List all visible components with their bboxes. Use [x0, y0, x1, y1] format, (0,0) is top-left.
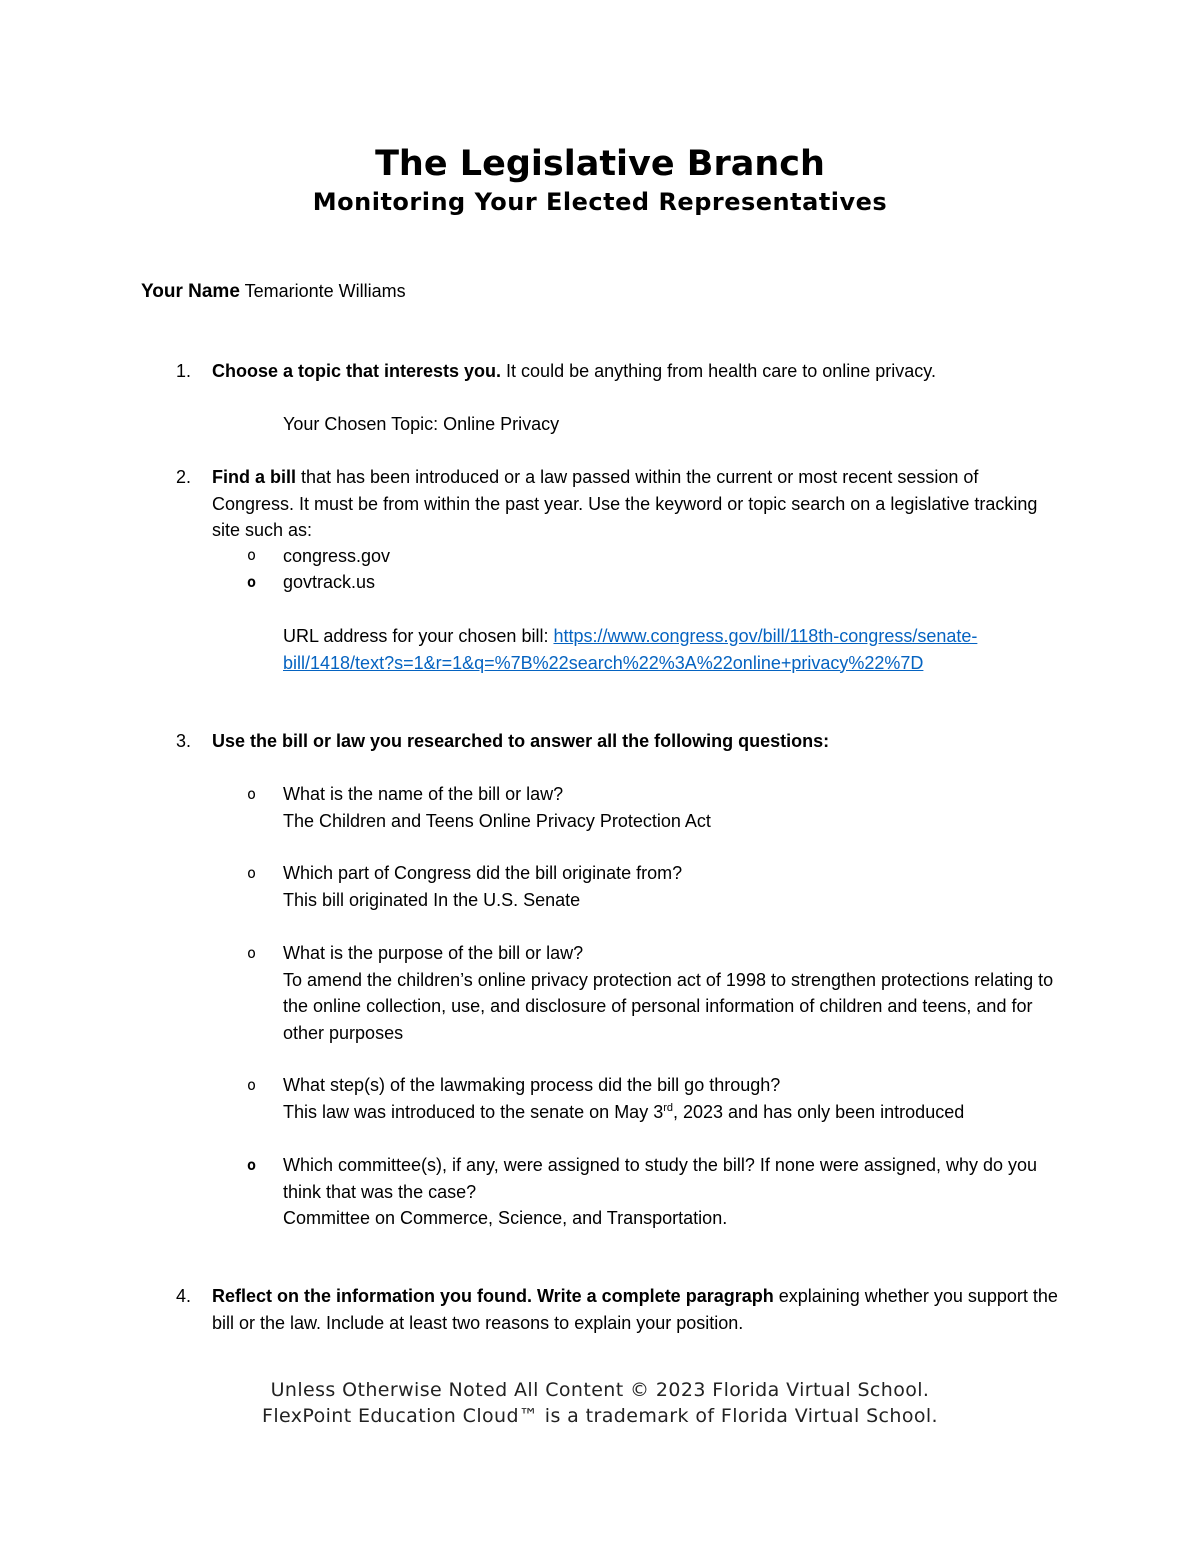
question-bold-text: Find a bill — [212, 467, 296, 487]
question-number: 1. — [176, 361, 192, 381]
bullet-icon: o — [247, 546, 257, 564]
url-label: URL address for your chosen bill: — [283, 626, 549, 646]
subquestion-answer: This bill originated In the U.S. Senate — [283, 889, 581, 910]
bullet-icon: o — [247, 1156, 257, 1174]
question-text — [212, 1283, 1062, 1336]
ordinal-suffix: rd — [663, 1101, 673, 1114]
subquestion-text: Which part of Congress did the bill originate from? — [283, 863, 683, 883]
question-rest-text: that has been introduced or a law passed within the current or most recent session of Congress. It must be from within the past year. Use the keyword or topic search on a legislative tracking site such as: — [212, 467, 1038, 541]
bill-url-link[interactable]: https://www.congress.gov/bill/118th-congress/senate- — [553, 626, 978, 646]
chosen-topic-line — [283, 411, 1073, 438]
subquestion-text: What step(s) of the lawmaking process did the bill go through? — [283, 1075, 781, 1095]
url-line — [283, 623, 1073, 676]
answer-text: This law was introduced to the senate on May 3 — [283, 1101, 664, 1122]
footer-line-2: FlexPoint Education Cloud™ is a trademark of Florida Virtual School. — [262, 1405, 938, 1427]
question-text — [212, 358, 1062, 385]
name-label: Your Name — [141, 281, 240, 302]
chosen-topic-value: Online Privacy — [443, 414, 560, 434]
question-bold-text: Choose a topic that interests you. — [212, 361, 502, 381]
bullet-icon: o — [247, 785, 257, 803]
bullet-icon: o — [247, 573, 257, 591]
subquestion-text: Which committee(s), if any, were assigned to study the bill? If none were assigned, why do you think that was the case? — [283, 1155, 1038, 1202]
subquestion-answer: Committee on Commerce, Science, and Transportation. — [283, 1208, 728, 1229]
footer-line-1: Unless Otherwise Noted All Content © 2023 Florida Virtual School. — [270, 1379, 930, 1401]
document-subtitle: Monitoring Your Elected Representatives — [312, 188, 888, 216]
subquestion-3 — [283, 940, 1073, 1046]
bill-url-link-continued[interactable]: bill/1418/text?s=1&r=1&q=%7B%22search%22%3A%22online+privacy%22%7D — [283, 652, 924, 673]
subquestion-answer: The Children and Teens Online Privacy Protection Act — [283, 810, 711, 831]
question-rest-text: explaining whether you support the bill or the law. Include at least two reasons to explain your position. — [212, 1286, 1058, 1333]
student-name-line — [141, 278, 406, 306]
question-text — [212, 728, 1062, 755]
question-number: 2. — [176, 467, 192, 487]
subquestion-text: What is the purpose of the bill or law? — [283, 943, 584, 963]
document-title: The Legislative Branch — [375, 144, 825, 184]
chosen-topic-label: Your Chosen Topic: — [283, 414, 439, 434]
question-number: 3. — [176, 731, 192, 751]
site-item-congress: congress.gov — [283, 546, 391, 566]
bullet-icon: o — [247, 944, 257, 962]
subquestion-5 — [283, 1152, 1073, 1232]
question-number: 4. — [176, 1286, 192, 1306]
question-bold-text: Reflect on the information you found. Write a complete paragraph — [212, 1286, 774, 1306]
copyright-footer — [0, 1377, 1200, 1429]
subquestion-4 — [283, 1072, 1073, 1125]
bullet-icon: o — [247, 864, 257, 882]
name-value: Temarionte Williams — [244, 281, 406, 301]
bullet-icon: o — [247, 1076, 257, 1094]
question-text — [212, 464, 1062, 544]
site-item-govtrack: govtrack.us — [283, 572, 376, 592]
subquestion-2 — [283, 860, 1073, 913]
question-rest-text: It could be anything from health care to online privacy. — [501, 361, 936, 381]
subquestion-1 — [283, 781, 1073, 834]
subquestion-answer: To amend the children’s online privacy protection act of 1998 to strengthen protections relating to the online collection, use, and disclosure of personal information of children and teens, and for other purposes — [283, 969, 1054, 1043]
subquestion-text: What is the name of the bill or law? — [283, 784, 564, 804]
subquestion-answer — [283, 1099, 1073, 1126]
answer-text-end: , 2023 and has only been introduced — [673, 1101, 965, 1122]
question-bold-text: Use the bill or law you researched to answer all the following questions: — [212, 731, 830, 751]
